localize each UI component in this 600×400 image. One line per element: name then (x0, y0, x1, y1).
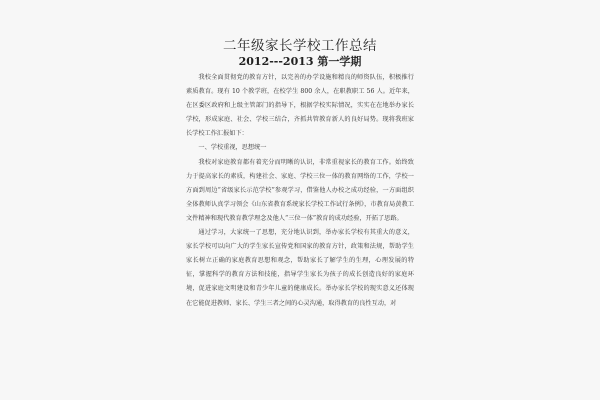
paragraph-intro: 我校全面贯彻党的教育方针，以完善的办学设施和精良的师资队伍，积极推行素质教育。现有 10 个教学班，在校学生 800 余人，在职教职工 56 人。近年来，在区委区政府和上级主管部门的指导下，根据学校实际情况，实实在在地举办家长学校，形成家庭、社会、学校三结合，齐抓共管教育新人的良好局势。现将我班家长学校工作汇报如下： (186, 74, 414, 138)
document-title: 二年级家长学校工作总结 (223, 38, 377, 54)
document-body (186, 71, 414, 311)
document-subtitle: 2012---2013 第一学期 (238, 55, 362, 68)
section-heading: 一、学校重视，思想统一 (198, 144, 267, 152)
paragraph-section-1: 我校对家庭教育都有着充分而明晰的认识，非常重视家长的教育工作。始终致力于提高家长的素质，构建社会、家庭、学校三位一体的教育网络的工作，学校一方面到周边“省级家长示范学校”参观学习，借鉴他人办校之成功经验，一方面组织全体教师认真学习领会《山东省教育系统家长学校工作试行条例》，市教育局黄教工文件精神和现代教育教学理念及他人“三位一体”教育的成功经验，开拓了思路。 (186, 158, 414, 222)
paragraph-section-2: 通过学习，大家统一了思想，充分地认识到，举办家长学校有其重大的意义，家长学校可以向广大的学生家长宣传党和国家的教育方针，政策和法规，帮助学生家长树立正确的家庭教育思想和观念，帮助家长了解学生的生理，心理发展的特征，掌握科学的教育方法和技能，指导学生家长为孩子的成长创造良好的家庭环境，促进家庭文明建设和青少年儿童的健康成长。举办家长学校的现实意义还体现在它能促进教师、家长、学生三者之间的心灵沟通，取得教育的良性互动，对 (186, 229, 414, 307)
